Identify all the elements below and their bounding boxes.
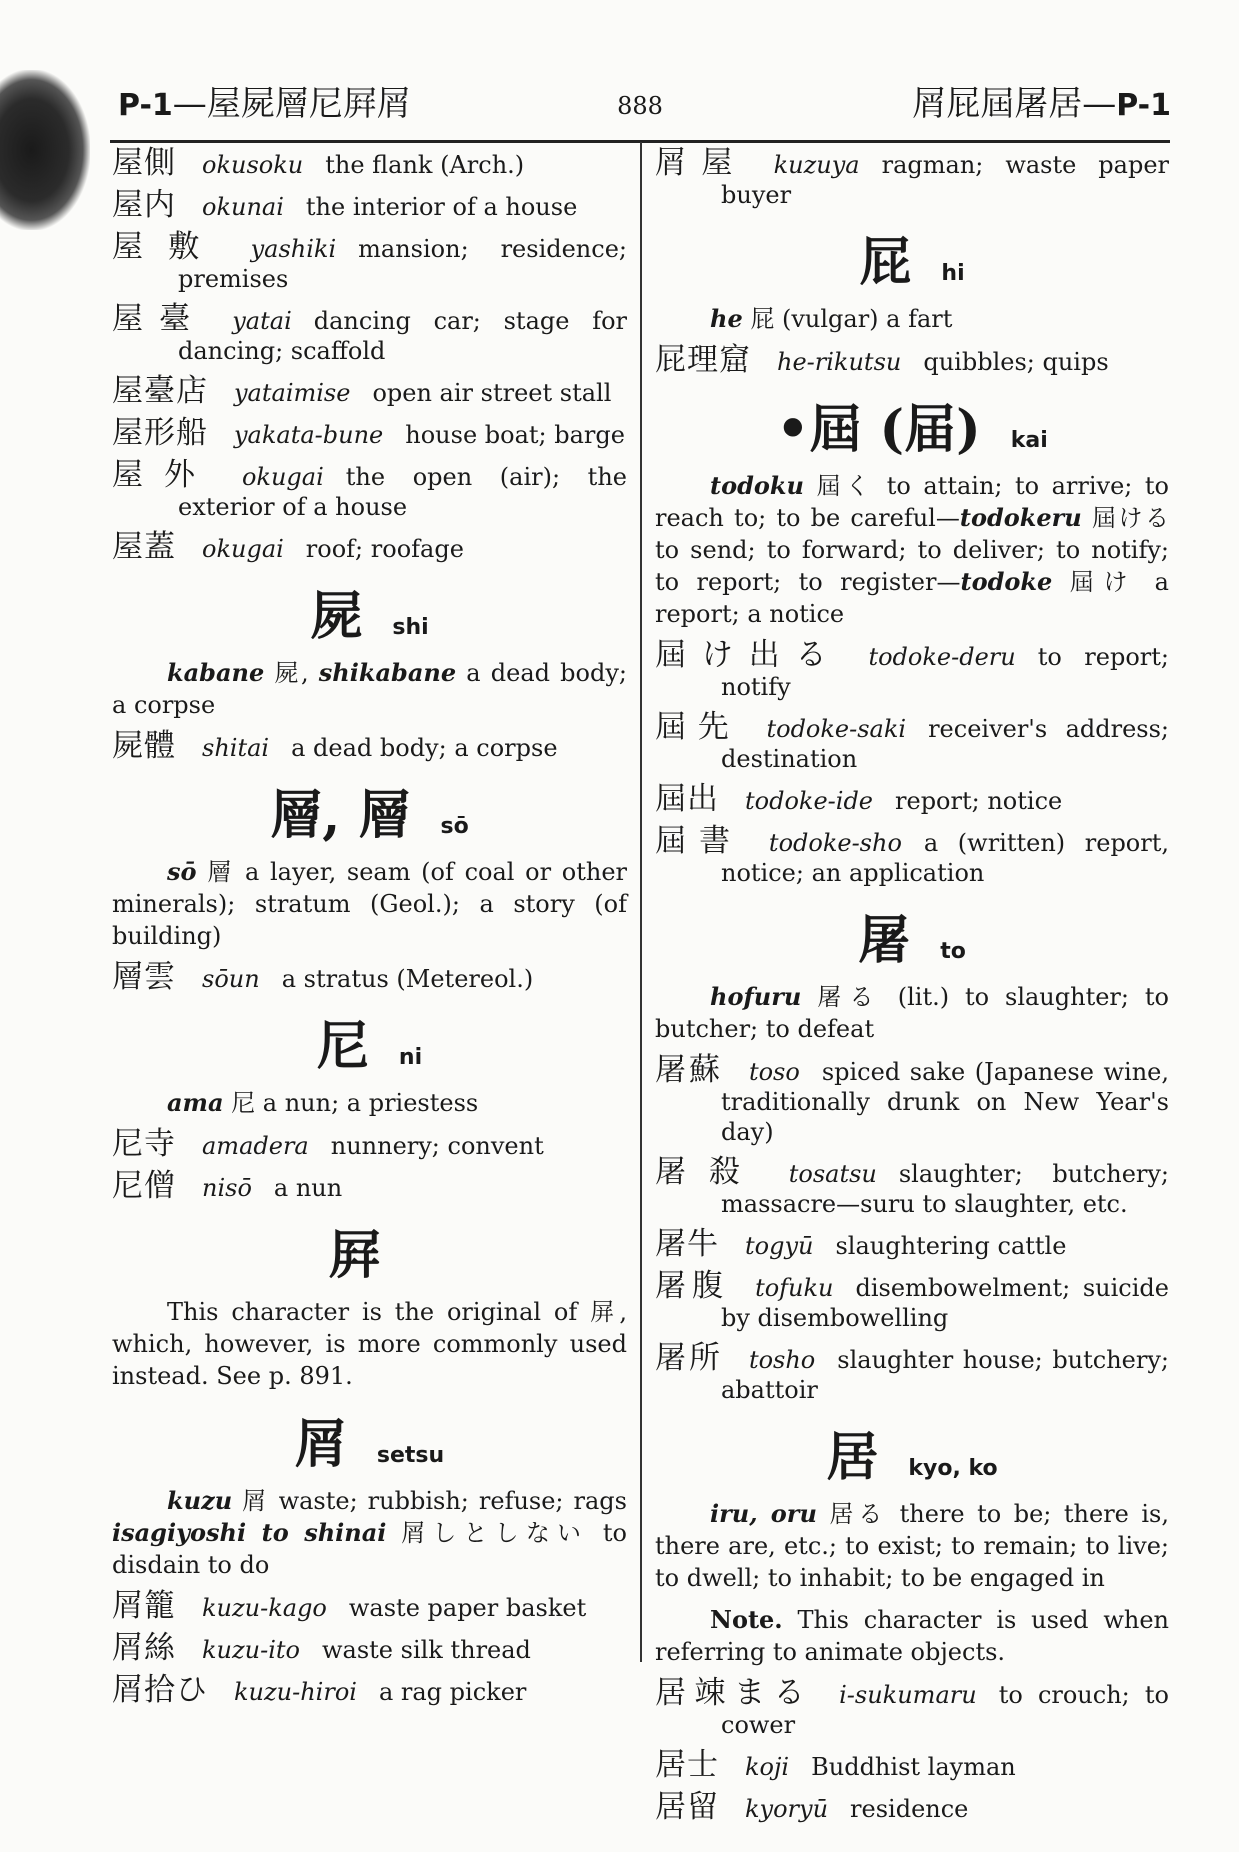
heading-reading: hi [941, 261, 965, 286]
entry-kanji: 屑籠 [112, 1588, 176, 1624]
entry-definition: roof; roofage [305, 535, 464, 563]
headword-romaji: todoke [960, 567, 1053, 596]
heading-reading: to [940, 939, 966, 964]
page-number: 888 [617, 92, 663, 120]
header-left-chars: —屋屍層尼屛屑 [172, 84, 411, 124]
dictionary-entry [112, 529, 627, 565]
entry-definition: waste paper basket [348, 1594, 587, 1622]
entry-paragraph [655, 1498, 1169, 1594]
dictionary-entry [655, 1789, 1169, 1825]
entry-definition: to report; notify [721, 643, 1169, 701]
dictionary-entry [112, 457, 627, 522]
headword-romaji: kabane [167, 658, 265, 687]
entry-paragraph [655, 1604, 1169, 1668]
entry-definition: mansion; residence; premises [178, 235, 627, 293]
paragraph-text: 屍, [264, 659, 319, 687]
entry-kanji: 屆先 [655, 709, 741, 745]
entry-kanji: 屠牛 [655, 1226, 719, 1262]
entry-romaji: toso [748, 1058, 800, 1086]
paragraph-text: 屑 waste; rubbish; refuse; rags [232, 1487, 627, 1515]
entry-definition: nunnery; convent [330, 1132, 544, 1160]
entry-kanji: 屠腹 [655, 1268, 730, 1304]
heading-character: •屆 (届) [776, 399, 981, 460]
dictionary-entry [655, 1675, 1169, 1740]
entry-kanji: 屆出 [655, 781, 719, 817]
heading-character: 層, 層 [270, 785, 411, 846]
paragraph-text: 屑しとしない to disdain to do [112, 1519, 627, 1579]
dictionary-entry [112, 959, 627, 995]
entry-definition: a nun [273, 1174, 343, 1202]
dictionary-entry [112, 1126, 627, 1162]
headword-romaji: todokeru [959, 503, 1082, 532]
entry-romaji: amadera [202, 1132, 309, 1160]
entry-kanji: 屑拾ひ [112, 1672, 208, 1708]
entry-definition: a (written) report, notice; an application [721, 829, 1169, 887]
entry-definition: a dead body; a corpse [291, 734, 558, 762]
paragraph-text: 尼 a nun; a priestess [223, 1089, 479, 1117]
heading-character: 屑 [294, 1414, 347, 1475]
entry-romaji: okugai [241, 463, 324, 491]
entry-paragraph [112, 1296, 627, 1392]
heading-reading: kyo, ko [908, 1456, 998, 1481]
dictionary-entry [655, 1340, 1170, 1405]
entry-definition: receiver's address; destination [721, 715, 1170, 773]
headword-romaji: isagiyoshi to shinai [112, 1518, 387, 1547]
entry-definition: the flank (Arch.) [325, 151, 525, 179]
entry-romaji: yashiki [250, 235, 337, 263]
entry-romaji: todoke-sho [768, 829, 902, 857]
entry-kanji: 屁理窟 [655, 342, 751, 378]
dictionary-entry [655, 781, 1169, 817]
dictionary-entry [112, 301, 628, 366]
entry-romaji: todoke-saki [766, 715, 907, 743]
entry-paragraph [112, 856, 627, 952]
entry-paragraph [655, 303, 1169, 335]
entry-definition: disembowelment; suicide by disembowelling [721, 1274, 1169, 1332]
dictionary-entry [112, 1168, 627, 1204]
entry-romaji: yataimise [234, 379, 351, 407]
character-heading [655, 1415, 1169, 1490]
entry-kanji: 屆け出る [655, 637, 843, 673]
character-heading [112, 1402, 627, 1477]
entry-definition: Buddhist layman [811, 1753, 1016, 1781]
entry-romaji: yatai [232, 307, 292, 335]
heading-character: 屍 [310, 586, 363, 647]
heading-reading: setsu [376, 1443, 445, 1468]
entry-romaji: he-rikutsu [777, 348, 902, 376]
headword-romaji: shikabane [318, 658, 457, 687]
entry-kanji: 屋側 [112, 145, 176, 181]
entry-kanji: 屠殺 [655, 1154, 763, 1190]
paragraph-text: 屆ける to send; to forward; to deliver; to notify; to report; to register— [655, 504, 1169, 596]
entry-kanji: 居竦まる [655, 1675, 814, 1711]
dictionary-entry [112, 1630, 627, 1666]
header-left-code: P-1 [118, 88, 173, 123]
dictionary-entry [112, 415, 627, 451]
dictionary-entry [112, 187, 627, 223]
dictionary-entry [655, 1747, 1169, 1783]
dictionary-entry [112, 145, 627, 181]
entry-romaji: sōun [202, 965, 260, 993]
entry-kanji: 屋蓋 [112, 529, 176, 565]
entry-romaji: kyoryū [745, 1795, 829, 1823]
heading-character: 屛 [328, 1225, 381, 1286]
entry-definition: house boat; barge [405, 421, 625, 449]
dictionary-entry [655, 709, 1170, 774]
heading-reading: shi [392, 615, 429, 640]
entry-kanji: 層雲 [112, 959, 176, 995]
heading-reading: ni [398, 1045, 423, 1070]
entry-paragraph [655, 981, 1169, 1045]
entry-definition: slaughtering cattle [835, 1232, 1067, 1260]
heading-character: 屁 [859, 232, 912, 293]
entry-romaji: koji [745, 1753, 790, 1781]
entry-romaji: i-sukumaru [839, 1681, 977, 1709]
entry-kanji: 屋内 [112, 187, 176, 223]
paragraph-text: 屠る (lit.) to slaughter; to butcher; to defeat [655, 983, 1169, 1043]
entry-definition: slaughter; butchery; massacre—suru to slaughter, etc. [721, 1160, 1170, 1218]
entry-kanji: 屑屋 [655, 145, 748, 181]
dictionary-entry [112, 229, 627, 294]
entry-romaji: tosatsu [788, 1160, 877, 1188]
entry-kanji: 尼僧 [112, 1168, 176, 1204]
dictionary-entry [112, 1588, 627, 1624]
entry-definition: the open (air); the exterior of a house [178, 463, 627, 521]
entry-definition: waste silk thread [321, 1636, 531, 1664]
dictionary-entry [655, 1154, 1170, 1219]
entry-kanji: 屋臺店 [112, 373, 208, 409]
dictionary-entry [655, 637, 1169, 702]
paragraph-text: 屆く to attain; to arrive; to reach to; to be careful— [655, 472, 1169, 532]
entry-romaji: kuzu-ito [202, 1636, 300, 1664]
entry-kanji: 屋臺 [112, 301, 207, 337]
entry-kanji: 屋外 [112, 457, 216, 493]
header-right [912, 84, 1171, 126]
entry-definition: report; notice [895, 787, 1063, 815]
entry-definition: quibbles; quips [923, 348, 1109, 376]
paragraph-text: 屁 (vulgar) a fart [742, 305, 953, 333]
entry-definition: residence [850, 1795, 969, 1823]
character-heading [655, 898, 1169, 973]
dictionary-entry [655, 823, 1169, 888]
paragraph-text: 居る there to be; there is, there are, etc.; to exist; to remain; to live; to dwell; to inhabit; to be engaged in [655, 1500, 1169, 1592]
entry-kanji: 屋敷 [112, 229, 225, 265]
headword-romaji: iru, oru [710, 1499, 817, 1528]
entry-romaji: shitai [202, 734, 270, 762]
entry-kanji: 屑絲 [112, 1630, 176, 1666]
entry-romaji: tosho [748, 1346, 816, 1374]
entry-kanji: 屠所 [655, 1340, 723, 1376]
entry-romaji: todoke-deru [868, 643, 1016, 671]
character-heading [112, 773, 627, 848]
character-heading [112, 1213, 627, 1288]
headword-romaji: hofuru [710, 982, 802, 1011]
paragraph-text: 屆け a report; a notice [655, 568, 1169, 628]
character-heading [112, 574, 627, 649]
paragraph-text: This character is used when referring to animate objects. [655, 1606, 1169, 1666]
entry-definition: slaughter house; butchery; abattoir [721, 1346, 1170, 1404]
paragraph-text: This character is the original of 屏, which, however, is more commonly used instead. See p. 891. [112, 1298, 627, 1390]
entry-paragraph [112, 657, 627, 721]
headword-romaji: kuzu [167, 1486, 233, 1515]
character-heading [655, 220, 1169, 295]
column-divider [640, 142, 642, 1662]
headword-romaji: todoku [710, 471, 804, 500]
heading-character: 尼 [316, 1016, 369, 1077]
headword-romaji: sō [167, 857, 197, 886]
entry-romaji: okugai [202, 535, 284, 563]
entry-romaji: okunai [202, 193, 284, 221]
entry-definition: open air street stall [372, 379, 612, 407]
dictionary-entry [655, 1226, 1169, 1262]
headword-romaji: he [710, 304, 743, 333]
right-column [655, 145, 1170, 1834]
entry-kanji: 居士 [655, 1747, 719, 1783]
entry-definition: spiced sake (Japanese wine, traditionally drunk on New Year's day) [721, 1058, 1170, 1146]
paragraph-text: a dead body; a corpse [112, 659, 627, 719]
entry-definition: the interior of a house [305, 193, 578, 221]
left-column [112, 145, 628, 1717]
entry-definition: a stratus (Metereol.) [281, 965, 534, 993]
dictionary-entry [112, 1672, 627, 1708]
entry-kanji: 屆書 [655, 823, 743, 859]
entry-romaji: kuzu-hiroi [234, 1678, 357, 1706]
entry-definition: to crouch; to cower [721, 1681, 1169, 1739]
heading-character: 居 [826, 1427, 879, 1488]
entry-kanji: 屋形船 [112, 415, 208, 451]
dictionary-entry [655, 1052, 1170, 1147]
character-heading [112, 1004, 627, 1079]
heading-reading: sō [440, 814, 469, 839]
heading-character: 屠 [858, 910, 911, 971]
dictionary-entry [655, 145, 1169, 210]
entry-romaji: kuzu-kago [202, 1594, 327, 1622]
entry-kanji: 屠蘇 [655, 1052, 723, 1088]
entry-romaji: yakata-bune [234, 421, 384, 449]
dictionary-entry [655, 342, 1169, 378]
entry-paragraph [655, 470, 1169, 630]
page-edge-blot [0, 70, 90, 230]
dictionary-entry [112, 373, 627, 409]
entry-definition: dancing car; stage for dancing; scaffold [178, 307, 628, 365]
entry-kanji: 尼寺 [112, 1126, 176, 1162]
header-right-chars: 屑屁屆屠居— [912, 84, 1117, 124]
paragraph-text: 層 a layer, seam (of coal or other minerals); stratum (Geol.); a story (of building) [112, 858, 627, 950]
entry-paragraph [112, 1087, 627, 1119]
note-label: Note. [710, 1605, 783, 1634]
dictionary-entry [112, 728, 627, 764]
header-right-code: P-1 [1116, 88, 1171, 123]
header-left [118, 84, 411, 126]
entry-definition: a rag picker [378, 1678, 527, 1706]
heading-reading: kai [1010, 428, 1048, 453]
entry-kanji: 屍體 [112, 728, 176, 764]
entry-paragraph [112, 1485, 627, 1581]
character-heading [655, 387, 1169, 462]
headword-romaji: ama [167, 1088, 224, 1117]
entry-kanji: 居留 [655, 1789, 719, 1825]
dictionary-entry [655, 1268, 1169, 1333]
entry-romaji: okusoku [202, 151, 304, 179]
entry-romaji: nisō [202, 1174, 252, 1202]
entry-romaji: tofuku [755, 1274, 834, 1302]
entry-romaji: todoke-ide [745, 787, 874, 815]
entry-romaji: togyū [745, 1232, 814, 1260]
entry-definition: ragman; waste paper buyer [721, 151, 1169, 209]
entry-romaji: kuzuya [773, 151, 860, 179]
